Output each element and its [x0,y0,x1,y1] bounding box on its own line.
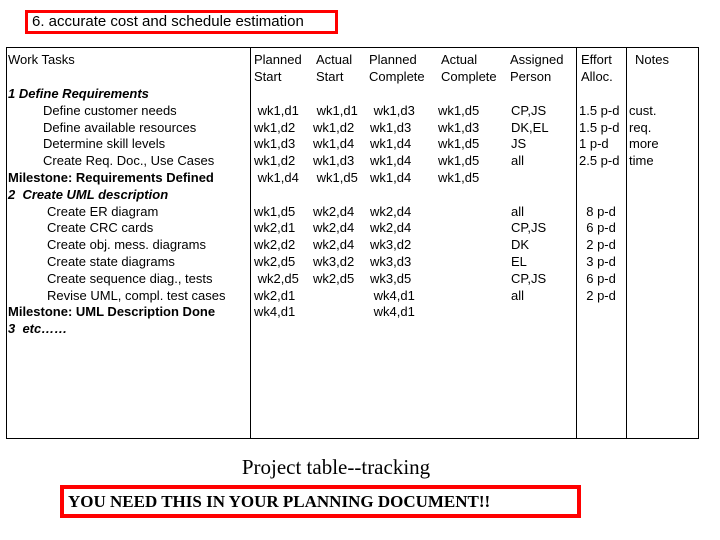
planned-complete-cell: wk1,d3 [370,102,415,118]
task-name-cell: Create Req. Doc., Use Cases [43,153,215,169]
planned-complete-cell: wk3,d2 [370,237,412,253]
actual-start-cell: wk2,d4 [313,203,355,219]
planned-start-cell: wk1,d2 [254,153,296,169]
effort-cell: 6 p-d [579,220,616,236]
planned-complete-cell: wk1,d4 [370,136,412,152]
header-assigned-person: Assigned Person [510,52,564,84]
task-name-cell: Define available resources [43,119,197,135]
planned-start-cell: wk1,d3 [254,136,296,152]
task-name-cell: Determine skill levels [43,136,166,152]
header-planned-complete: Planned Complete [369,52,425,84]
effort-cell: 1.5 p-d [579,119,620,135]
effort-cell: 3 p-d [579,254,616,269]
planned-complete-cell: wk4,d1 [370,287,415,303]
notes-cell: more [629,136,659,152]
column-divider [626,47,627,439]
actual-start-cell: wk2,d4 [313,237,355,253]
assigned-person-cell: EL [511,254,527,269]
actual-complete-cell: wk1,d5 [438,102,480,118]
header-notes: Notes [635,52,669,67]
actual-start-cell: wk1,d2 [313,119,355,135]
effort-cell: 8 p-d [579,203,616,219]
notes-cell: cust. [629,102,657,118]
planned-complete-cell: wk2,d4 [370,203,412,219]
assigned-person-cell: all [511,153,525,169]
task-name-cell: 3 etc…… [8,321,68,337]
actual-start-cell: wk2,d5 [313,270,355,286]
column-divider [576,47,577,439]
assigned-person-cell: CP,JS [511,220,547,236]
task-name-cell: Create CRC cards [47,220,154,236]
task-name-cell: Milestone: UML Description Done [8,304,216,320]
planned-complete-cell: wk4,d1 [370,304,415,320]
effort-cell: 1.5 p-d [579,102,620,118]
planning-warning: YOU NEED THIS IN YOUR PLANNING DOCUMENT!! [60,485,581,518]
actual-start-cell: wk1,d4 [313,136,355,152]
planned-complete-cell: wk1,d4 [370,170,412,185]
effort-cell: 2.5 p-d [579,153,620,169]
header-actual-complete: Actual Complete [441,52,497,84]
planned-start-cell: wk1,d5 [254,203,296,219]
task-name-cell: 2 Create UML description [8,186,169,202]
actual-complete-cell: wk1,d5 [438,136,480,152]
assigned-person-cell: all [511,287,525,303]
planned-start-cell: wk2,d5 [254,254,296,269]
task-name-cell: 1 Define Requirements [8,86,149,101]
planned-complete-cell: wk1,d3 [370,119,412,135]
effort-cell: 2 p-d [579,237,616,253]
assigned-person-cell: DK [511,237,530,253]
actual-start-cell: wk1,d5 [313,170,358,185]
planned-start-cell: wk2,d1 [254,220,296,236]
actual-complete-cell: wk1,d5 [438,170,480,185]
task-name-cell: Create ER diagram [47,203,159,219]
notes-cell: req. [629,119,652,135]
table-caption: Project table--tracking [241,455,431,479]
column-divider [250,47,251,439]
assigned-person-cell: DK,EL [511,119,549,135]
task-name-cell: Create obj. mess. diagrams [47,237,206,253]
effort-cell: 1 p-d [579,136,609,152]
task-name-cell: Create state diagrams [47,254,175,269]
task-name-cell: Create sequence diag., tests [47,270,213,286]
assigned-person-cell: all [511,203,525,219]
notes-cell: time [629,153,654,169]
header-work-tasks: Work Tasks [8,52,75,67]
slide-title: 6. accurate cost and schedule estimation [25,10,338,34]
actual-start-cell: wk2,d4 [313,220,355,236]
assigned-person-cell: JS [511,136,527,152]
planned-complete-cell: wk3,d3 [370,254,412,269]
planned-start-cell: wk1,d4 [254,170,299,185]
effort-cell: 6 p-d [579,270,616,286]
task-name-cell: Define customer needs [43,102,177,118]
task-name-cell: Revise UML, compl. test cases [47,287,226,303]
assigned-person-cell: CP,JS [511,102,547,118]
planned-start-cell: wk1,d2 [254,119,296,135]
actual-complete-cell: wk1,d5 [438,153,480,169]
header-effort-alloc: Effort Alloc. [581,52,613,84]
actual-complete-cell: wk1,d3 [438,119,480,135]
planned-start-cell: wk2,d5 [254,270,299,286]
planned-start-cell: wk1,d1 [254,102,299,118]
task-name-cell: Milestone: Requirements Defined [8,170,214,185]
actual-start-cell: wk1,d1 [313,102,358,118]
planned-start-cell: wk2,d1 [254,287,296,303]
actual-start-cell: wk1,d3 [313,153,355,169]
planned-complete-cell: wk3,d5 [370,270,412,286]
planned-start-cell: wk2,d2 [254,237,296,253]
effort-cell: 2 p-d [579,287,616,303]
planned-complete-cell: wk2,d4 [370,220,412,236]
planned-start-cell: wk4,d1 [254,304,296,320]
header-actual-start: Actual Start [316,52,353,84]
assigned-person-cell: CP,JS [511,270,547,286]
actual-start-cell: wk3,d2 [313,254,355,269]
header-planned-start: Planned Start [254,52,302,84]
planned-complete-cell: wk1,d4 [370,153,412,169]
